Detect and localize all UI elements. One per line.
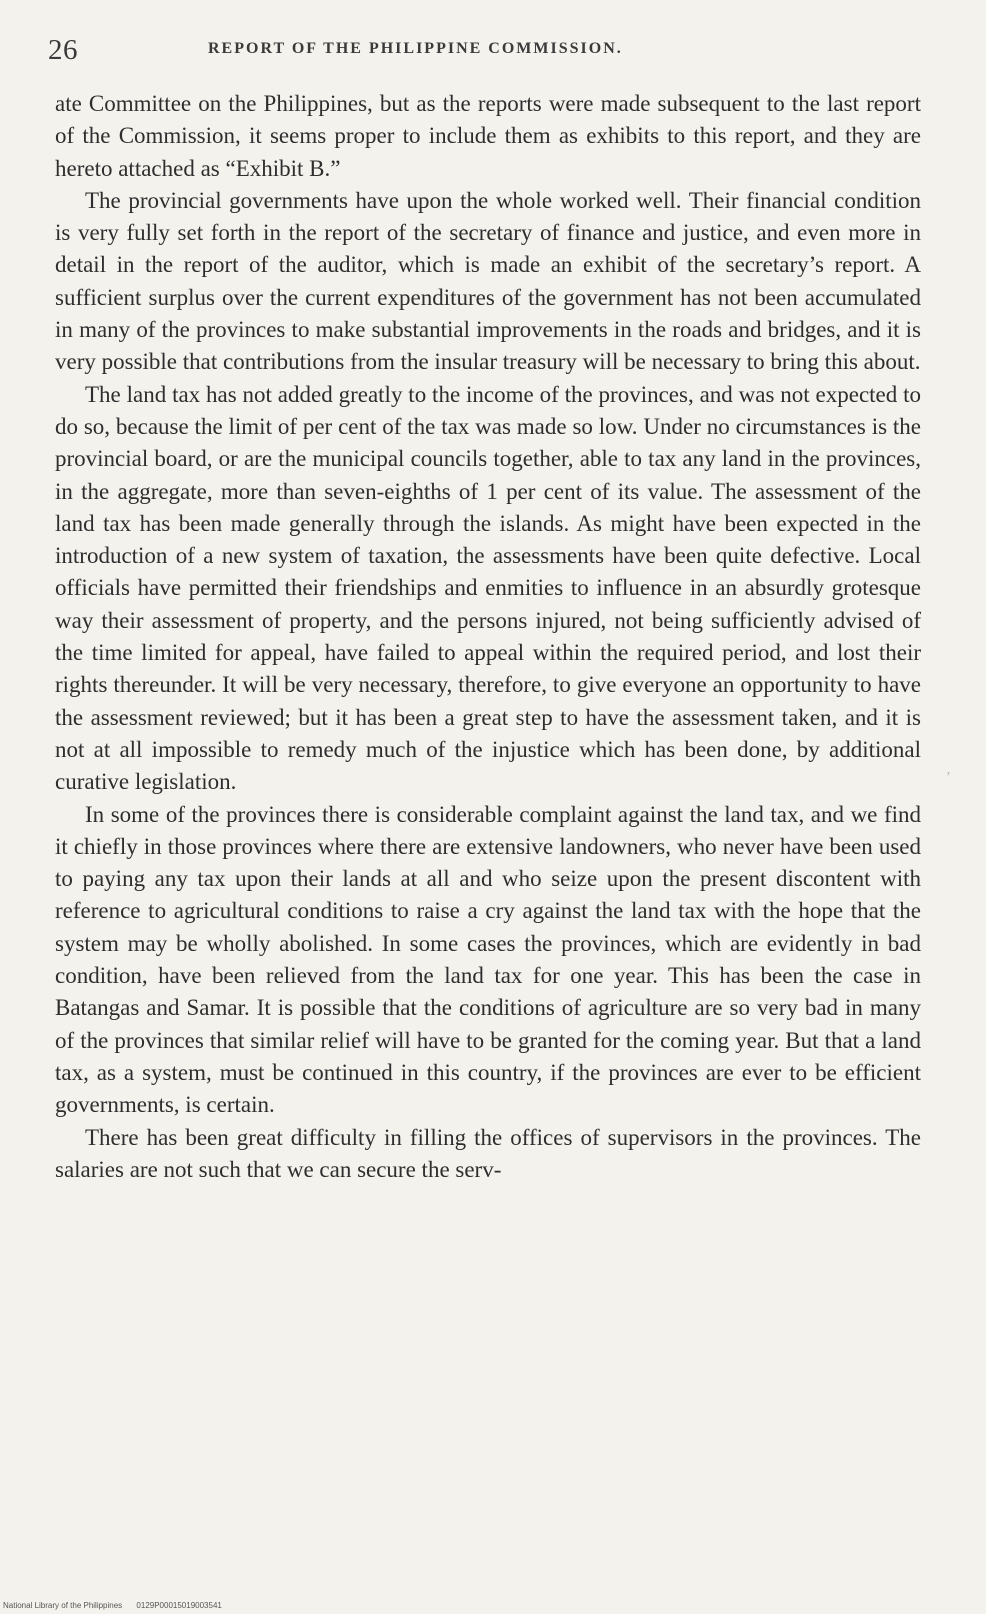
footer-image-id: 0129P00015019003541 <box>136 1601 222 1610</box>
margin-smudge: ’ <box>946 770 951 785</box>
running-head: REPORT OF THE PHILIPPINE COMMISSION. <box>208 40 623 57</box>
footer-source: National Library of the Philippines <box>3 1601 123 1610</box>
paragraph-3: The land tax has not added greatly to the income of the provinces, and was not expected to do so, because the limit of per cent of the tax was made so low. Under no circumstances is the provincial board, or are the municipal councils together, able to tax any land in the provinces, in the aggregate, more than seven-eighths of 1 per cent of its value. The assessment of the land tax has been made generally through the islands. As might have been expected in the introduction of a new system of taxation, the assessments have been quite defective. Local officials have permitted their friendships and enmities to influence in an absurdly grotesque way their assessment of property, and the persons injured, not being sufficiently advised of the time limited for appeal, have failed to appeal within the required period, and lost their rights thereunder. It will be very necessary, therefore, to give everyone an opportunity to have the assessment reviewed; but it has been a great step to have the assessment taken, and it is not at all impossible to remedy much of the injustice which has been done, by additional curative legislation. <box>55 381 921 795</box>
paragraph-4: In some of the provinces there is considerable complaint against the land tax, and we find it chiefly in those provinces where there are extensive landowners, who never have been used to paying any tax upon their lands at all and who seize upon the present discontent with reference to agricultural conditions to raise a cry against the land tax with the hope that the system may be wholly abolished. In some cases the provinces, which are evidently in bad condition, have been relieved from the land tax for one year. This has been the case in Batangas and Samar. It is possible that the conditions of agriculture are so very bad in many of the provinces that similar relief will have to be granted for the coming year. But that a land tax, as a system, must be continued in this country, if the provinces are ever to be efficient governments, is certain. <box>55 801 921 1118</box>
paragraph-1: ate Committee on the Philippines, but as the reports were made subsequent to the last report of the Commission, it seems proper to include them as exhibits to this report, and they are hereto attached as “Exhibit B.” <box>55 91 921 181</box>
paragraph-5: There has been great difficulty in filling the offices of supervisors in the provinces. The salaries are not such that we can secure the serv- <box>55 1124 921 1182</box>
paragraph-2: The provincial governments have upon the whole worked well. Their financial condition is very fully set forth in the report of the secretary of finance and justice, and even more in detail in the report of the auditor, which is made an exhibit of the secretary’s report. A sufficient surplus over the current expenditures of the government has not been accumulated in many of the provinces to make substantial improvements in the roads and bridges, and it is very possible that contributions from the insular treasury will be necessary to bring this about. <box>55 187 921 375</box>
page-number: 26 <box>48 34 78 66</box>
body-text <box>55 88 921 1186</box>
page-header <box>48 34 928 74</box>
scan-footer <box>3 1601 222 1610</box>
